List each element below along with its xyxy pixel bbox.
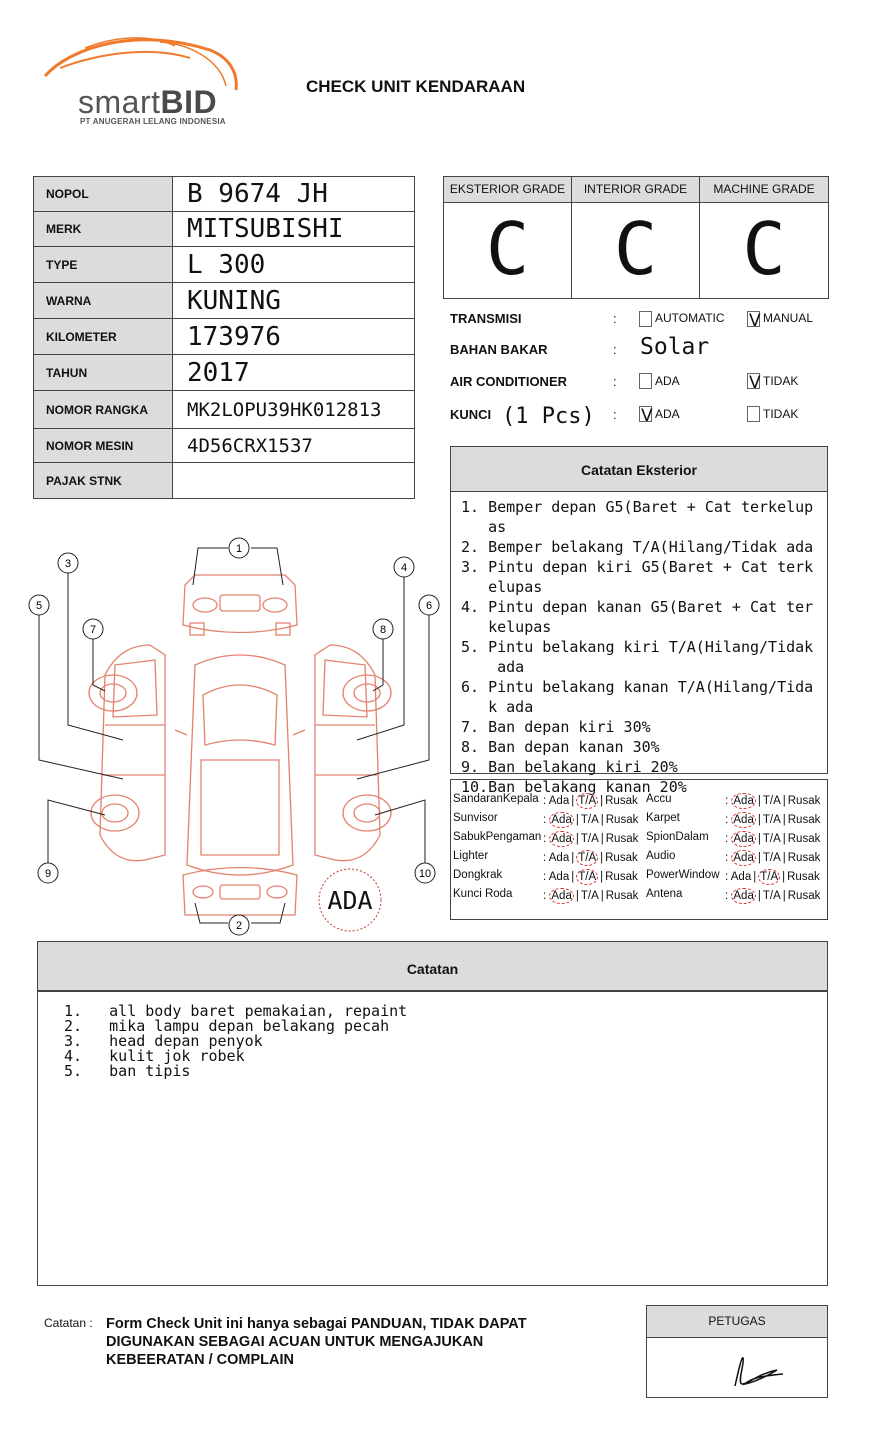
- vehicle-info-row: [34, 212, 415, 247]
- option-separator: |: [600, 814, 604, 826]
- ac-tidak-label: TIDAK: [763, 374, 799, 388]
- accessory-options: : Ada | T/A | Rusak: [725, 890, 821, 902]
- accessory-option[interactable]: T/A: [578, 871, 597, 883]
- accessory-option[interactable]: Ada: [733, 814, 754, 826]
- accessory-option[interactable]: Rusak: [787, 871, 820, 883]
- note-item: 5. ban tipis: [64, 1062, 191, 1080]
- option-separator: |: [757, 890, 761, 902]
- accessory-option[interactable]: T/A: [580, 833, 599, 845]
- logo-text: smartBID: [78, 84, 218, 120]
- note-item: 3. head depan penyok: [64, 1032, 263, 1050]
- option-separator: |: [575, 814, 579, 826]
- accessory-options: : Ada | T/A | Rusak: [543, 890, 639, 902]
- accessory-option[interactable]: Rusak: [605, 814, 639, 826]
- vehicle-info-label: MERK: [34, 212, 173, 247]
- notes-list: [64, 1004, 407, 1079]
- marker-number: 9: [44, 868, 52, 880]
- accessory-options: : Ada | T/A | Rusak: [725, 833, 821, 845]
- accessory-option[interactable]: Rusak: [787, 852, 821, 864]
- vehicle-info-label: NOMOR RANGKA: [34, 391, 173, 429]
- exterior-note-item: 3. Pintu depan kiri G5(Baret + Cat terk elupas: [461, 558, 814, 596]
- option-separator: |: [782, 890, 786, 902]
- option-separator: |: [600, 890, 604, 902]
- note-item: 4. kulit jok robek: [64, 1047, 245, 1065]
- note-item: 1. all body baret pemakaian, repaint: [64, 1002, 408, 1020]
- footer-label: Catatan :: [44, 1316, 93, 1330]
- vehicle-info-row: [34, 177, 415, 212]
- accessory-option[interactable]: Rusak: [787, 890, 821, 902]
- grade-label: EKSTERIOR GRADE: [444, 177, 571, 203]
- marker-number: 2: [235, 920, 243, 932]
- accessory-name: Lighter: [453, 850, 489, 862]
- grade-table: [443, 176, 829, 299]
- petugas-box: [646, 1305, 828, 1398]
- vehicle-info-row: [34, 247, 415, 283]
- accessory-name: Accu: [646, 793, 672, 805]
- grade-exterior: [444, 177, 572, 298]
- vehicle-info-row: [34, 463, 415, 499]
- option-separator: |: [600, 833, 604, 845]
- vehicle-info-label: KILOMETER: [34, 319, 173, 355]
- accessory-option[interactable]: Ada: [548, 852, 570, 864]
- grade-value: C: [485, 207, 530, 291]
- vehicle-info-row: [34, 319, 415, 355]
- accessory-option[interactable]: Rusak: [605, 852, 638, 864]
- accessory-options: : Ada | T/A | Rusak: [543, 871, 638, 883]
- accessory-option[interactable]: T/A: [580, 814, 599, 826]
- accessory-options: : Ada | T/A | Rusak: [725, 795, 821, 807]
- option-separator: |: [571, 852, 575, 864]
- grade-label: INTERIOR GRADE: [572, 177, 699, 203]
- vehicle-info-value: [173, 463, 415, 499]
- option-separator: |: [757, 795, 761, 807]
- option-separator: |: [575, 833, 579, 845]
- option-separator: |: [782, 871, 786, 883]
- vehicle-info-label: NOPOL: [34, 177, 173, 212]
- bahan-bakar-value: Solar: [640, 334, 710, 360]
- accessory-option[interactable]: Rusak: [787, 833, 821, 845]
- vehicle-info-row: [34, 283, 415, 319]
- accessory-option[interactable]: T/A: [762, 890, 781, 902]
- accessory-option[interactable]: T/A: [578, 852, 597, 864]
- accessory-options: : Ada | T/A | Rusak: [543, 795, 638, 807]
- option-separator: |: [571, 795, 575, 807]
- exterior-notes-title: Catatan Eksterior: [451, 447, 827, 492]
- kunci-ada-label: ADA: [655, 407, 680, 421]
- car-outline-icon: [89, 575, 391, 915]
- vehicle-info-label: PAJAK STNK: [34, 463, 173, 499]
- colon: :: [613, 311, 617, 326]
- accessory-option[interactable]: T/A: [580, 890, 599, 902]
- exterior-note-item: 9. Ban belakang kiri 20%: [461, 758, 678, 776]
- accessory-option[interactable]: Rusak: [787, 814, 821, 826]
- automatic-label: AUTOMATIC: [655, 311, 725, 325]
- vehicle-info-label: TYPE: [34, 247, 173, 283]
- accessory-option[interactable]: Ada: [733, 890, 754, 902]
- accessory-name: SandaranKepala: [453, 793, 539, 805]
- vehicle-info-value: MK2LOPU39HK012813: [173, 391, 415, 429]
- accessory-options: : Ada | T/A | Rusak: [725, 814, 821, 826]
- exterior-note-item: 10.Ban belakang kanan 20%: [461, 778, 687, 796]
- page-title: CHECK UNIT KENDARAAN: [306, 77, 526, 96]
- exterior-note-item: 7. Ban depan kiri 30%: [461, 718, 651, 736]
- grade-value: C: [742, 207, 786, 291]
- vehicle-info-value: L 300: [173, 247, 415, 283]
- option-separator: |: [600, 871, 604, 883]
- grade-machine: [700, 177, 828, 298]
- accessory-name: Karpet: [646, 812, 680, 824]
- accessory-name: Kunci Roda: [453, 888, 513, 900]
- vehicle-info-value: 4D56CRX1537: [173, 429, 415, 463]
- exterior-notes-panel: [450, 446, 828, 796]
- marker-number: 10: [418, 868, 432, 880]
- vehicle-info-label: NOMOR MESIN: [34, 429, 173, 463]
- exterior-note-item: 2. Bemper belakang T/A(Hilang/Tidak ada: [461, 538, 814, 556]
- accessory-option[interactable]: T/A: [762, 833, 781, 845]
- marker-number: 7: [89, 624, 97, 636]
- accessory-option[interactable]: Ada: [733, 852, 754, 864]
- kunci-count: (1 Pcs): [502, 404, 595, 429]
- grade-value: C: [613, 207, 658, 291]
- option-separator: |: [575, 890, 579, 902]
- option-separator: |: [600, 852, 604, 864]
- transmisi-label: TRANSMISI: [450, 311, 522, 326]
- option-separator: |: [782, 795, 786, 807]
- ac-ada-label: ADA: [655, 374, 680, 388]
- vehicle-info-value: MITSUBISHI: [173, 212, 415, 247]
- marker-number: 3: [64, 558, 72, 570]
- check-mark-icon: V: [749, 311, 761, 331]
- accessory-name: SpionDalam: [646, 831, 709, 843]
- accessory-name: Audio: [646, 850, 676, 862]
- automatic-checkbox[interactable]: [639, 311, 652, 327]
- logo-company: PT ANUGERAH LELANG INDONESIA: [80, 117, 226, 126]
- vehicle-info-row: [34, 429, 415, 463]
- ac-ada-checkbox[interactable]: [639, 373, 652, 389]
- accessory-options: : Ada | T/A | Rusak: [725, 852, 821, 864]
- accessory-option[interactable]: Ada: [548, 871, 570, 883]
- accessory-option[interactable]: T/A: [762, 814, 781, 826]
- accessory-name: SabukPengaman: [453, 831, 542, 843]
- exterior-note-item: 8. Ban depan kanan 30%: [461, 738, 660, 756]
- stamp-text: ADA: [327, 886, 373, 915]
- exterior-note-item: 4. Pintu depan kanan G5(Baret + Cat ter kelupas: [461, 598, 814, 636]
- accessory-option[interactable]: T/A: [578, 795, 597, 807]
- marker-leaders: [39, 548, 432, 923]
- option-separator: |: [600, 795, 604, 807]
- colon: :: [613, 374, 617, 389]
- marker-number: 6: [425, 600, 433, 612]
- accessory-option[interactable]: Ada: [733, 833, 754, 845]
- accessory-options: : Ada | T/A | Rusak: [543, 833, 639, 845]
- accessory-option[interactable]: Ada: [551, 814, 572, 826]
- note-item: 2. mika lampu depan belakang pecah: [64, 1017, 390, 1035]
- accessory-option[interactable]: Rusak: [605, 795, 638, 807]
- grade-interior: [572, 177, 700, 298]
- accessory-options: : Ada | T/A | Rusak: [543, 852, 638, 864]
- marker-number: 4: [400, 562, 408, 574]
- exterior-note-item: 6. Pintu belakang kanan T/A(Hilang/Tida k ada: [461, 678, 814, 716]
- accessories-panel: [450, 779, 828, 920]
- accessory-options: : Ada | T/A | Rusak: [725, 871, 820, 883]
- manual-label: MANUAL: [763, 311, 814, 325]
- accessory-name: Sunvisor: [453, 812, 498, 824]
- vehicle-info-value: B 9674 JH: [173, 177, 415, 212]
- vehicle-damage-diagram: [25, 535, 445, 940]
- vehicle-info-label: WARNA: [34, 283, 173, 319]
- accessory-option[interactable]: Ada: [551, 833, 572, 845]
- ac-label: AIR CONDITIONER: [450, 374, 567, 389]
- accessory-option[interactable]: Ada: [730, 871, 752, 883]
- kunci-tidak-label: TIDAK: [763, 407, 799, 421]
- signature-icon: [647, 1338, 827, 1396]
- accessory-option[interactable]: T/A: [762, 795, 781, 807]
- exterior-note-item: 5. Pintu belakang kiri T/A(Hilang/Tidak ada: [461, 638, 814, 676]
- option-separator: |: [782, 852, 786, 864]
- accessory-option[interactable]: Ada: [733, 795, 754, 807]
- accessory-option[interactable]: T/A: [760, 871, 779, 883]
- option-separator: |: [571, 871, 575, 883]
- option-separator: |: [782, 833, 786, 845]
- vehicle-info-value: KUNING: [173, 283, 415, 319]
- bahan-bakar-label: BAHAN BAKAR: [450, 342, 548, 357]
- accessory-option[interactable]: Ada: [551, 890, 572, 902]
- option-separator: |: [757, 852, 761, 864]
- vehicle-info-row: [34, 355, 415, 391]
- accessory-option[interactable]: Rusak: [605, 833, 639, 845]
- vehicle-info-table: [33, 176, 415, 499]
- accessory-option[interactable]: Ada: [548, 795, 570, 807]
- footer-disclaimer: Form Check Unit ini hanya sebagai PANDUAN, TIDAK DAPAT DIGUNAKAN SEBAGAI ACUAN UNTUK MENGAJUKAN KEBEERATAN / COMPLAIN: [106, 1316, 527, 1368]
- vehicle-info-row: [34, 391, 415, 429]
- exterior-note-item: 1. Bemper depan G5(Baret + Cat terkelup as: [461, 498, 814, 536]
- vehicle-info-value: 2017: [173, 355, 415, 391]
- accessory-options: : Ada | T/A | Rusak: [543, 814, 639, 826]
- accessory-name: Antena: [646, 888, 683, 900]
- accessory-option[interactable]: Rusak: [605, 871, 638, 883]
- petugas-label: PETUGAS: [647, 1306, 827, 1338]
- check-mark-icon: V: [641, 406, 653, 426]
- marker-number: 5: [35, 600, 43, 612]
- exterior-notes-list: [461, 497, 813, 797]
- accessory-name: PowerWindow: [646, 869, 720, 881]
- option-separator: |: [757, 814, 761, 826]
- marker-number: 1: [235, 543, 243, 555]
- option-separator: |: [757, 833, 761, 845]
- accessory-name: Dongkrak: [453, 869, 503, 881]
- grade-label: MACHINE GRADE: [700, 177, 828, 203]
- option-separator: |: [753, 871, 757, 883]
- notes-panel: [37, 941, 828, 1286]
- accessory-option[interactable]: T/A: [762, 852, 781, 864]
- kunci-label: KUNCI: [450, 407, 492, 422]
- kunci-tidak-checkbox[interactable]: [747, 406, 760, 422]
- colon: :: [613, 407, 617, 422]
- option-separator: |: [782, 814, 786, 826]
- check-mark-icon: V: [749, 373, 761, 393]
- notes-title: Catatan: [38, 942, 827, 992]
- vehicle-info-value: 173976: [173, 319, 415, 355]
- marker-number: 8: [379, 624, 387, 636]
- vehicle-info-label: TAHUN: [34, 355, 173, 391]
- accessory-option[interactable]: Rusak: [605, 890, 639, 902]
- colon: :: [613, 342, 617, 357]
- accessory-option[interactable]: Rusak: [787, 795, 821, 807]
